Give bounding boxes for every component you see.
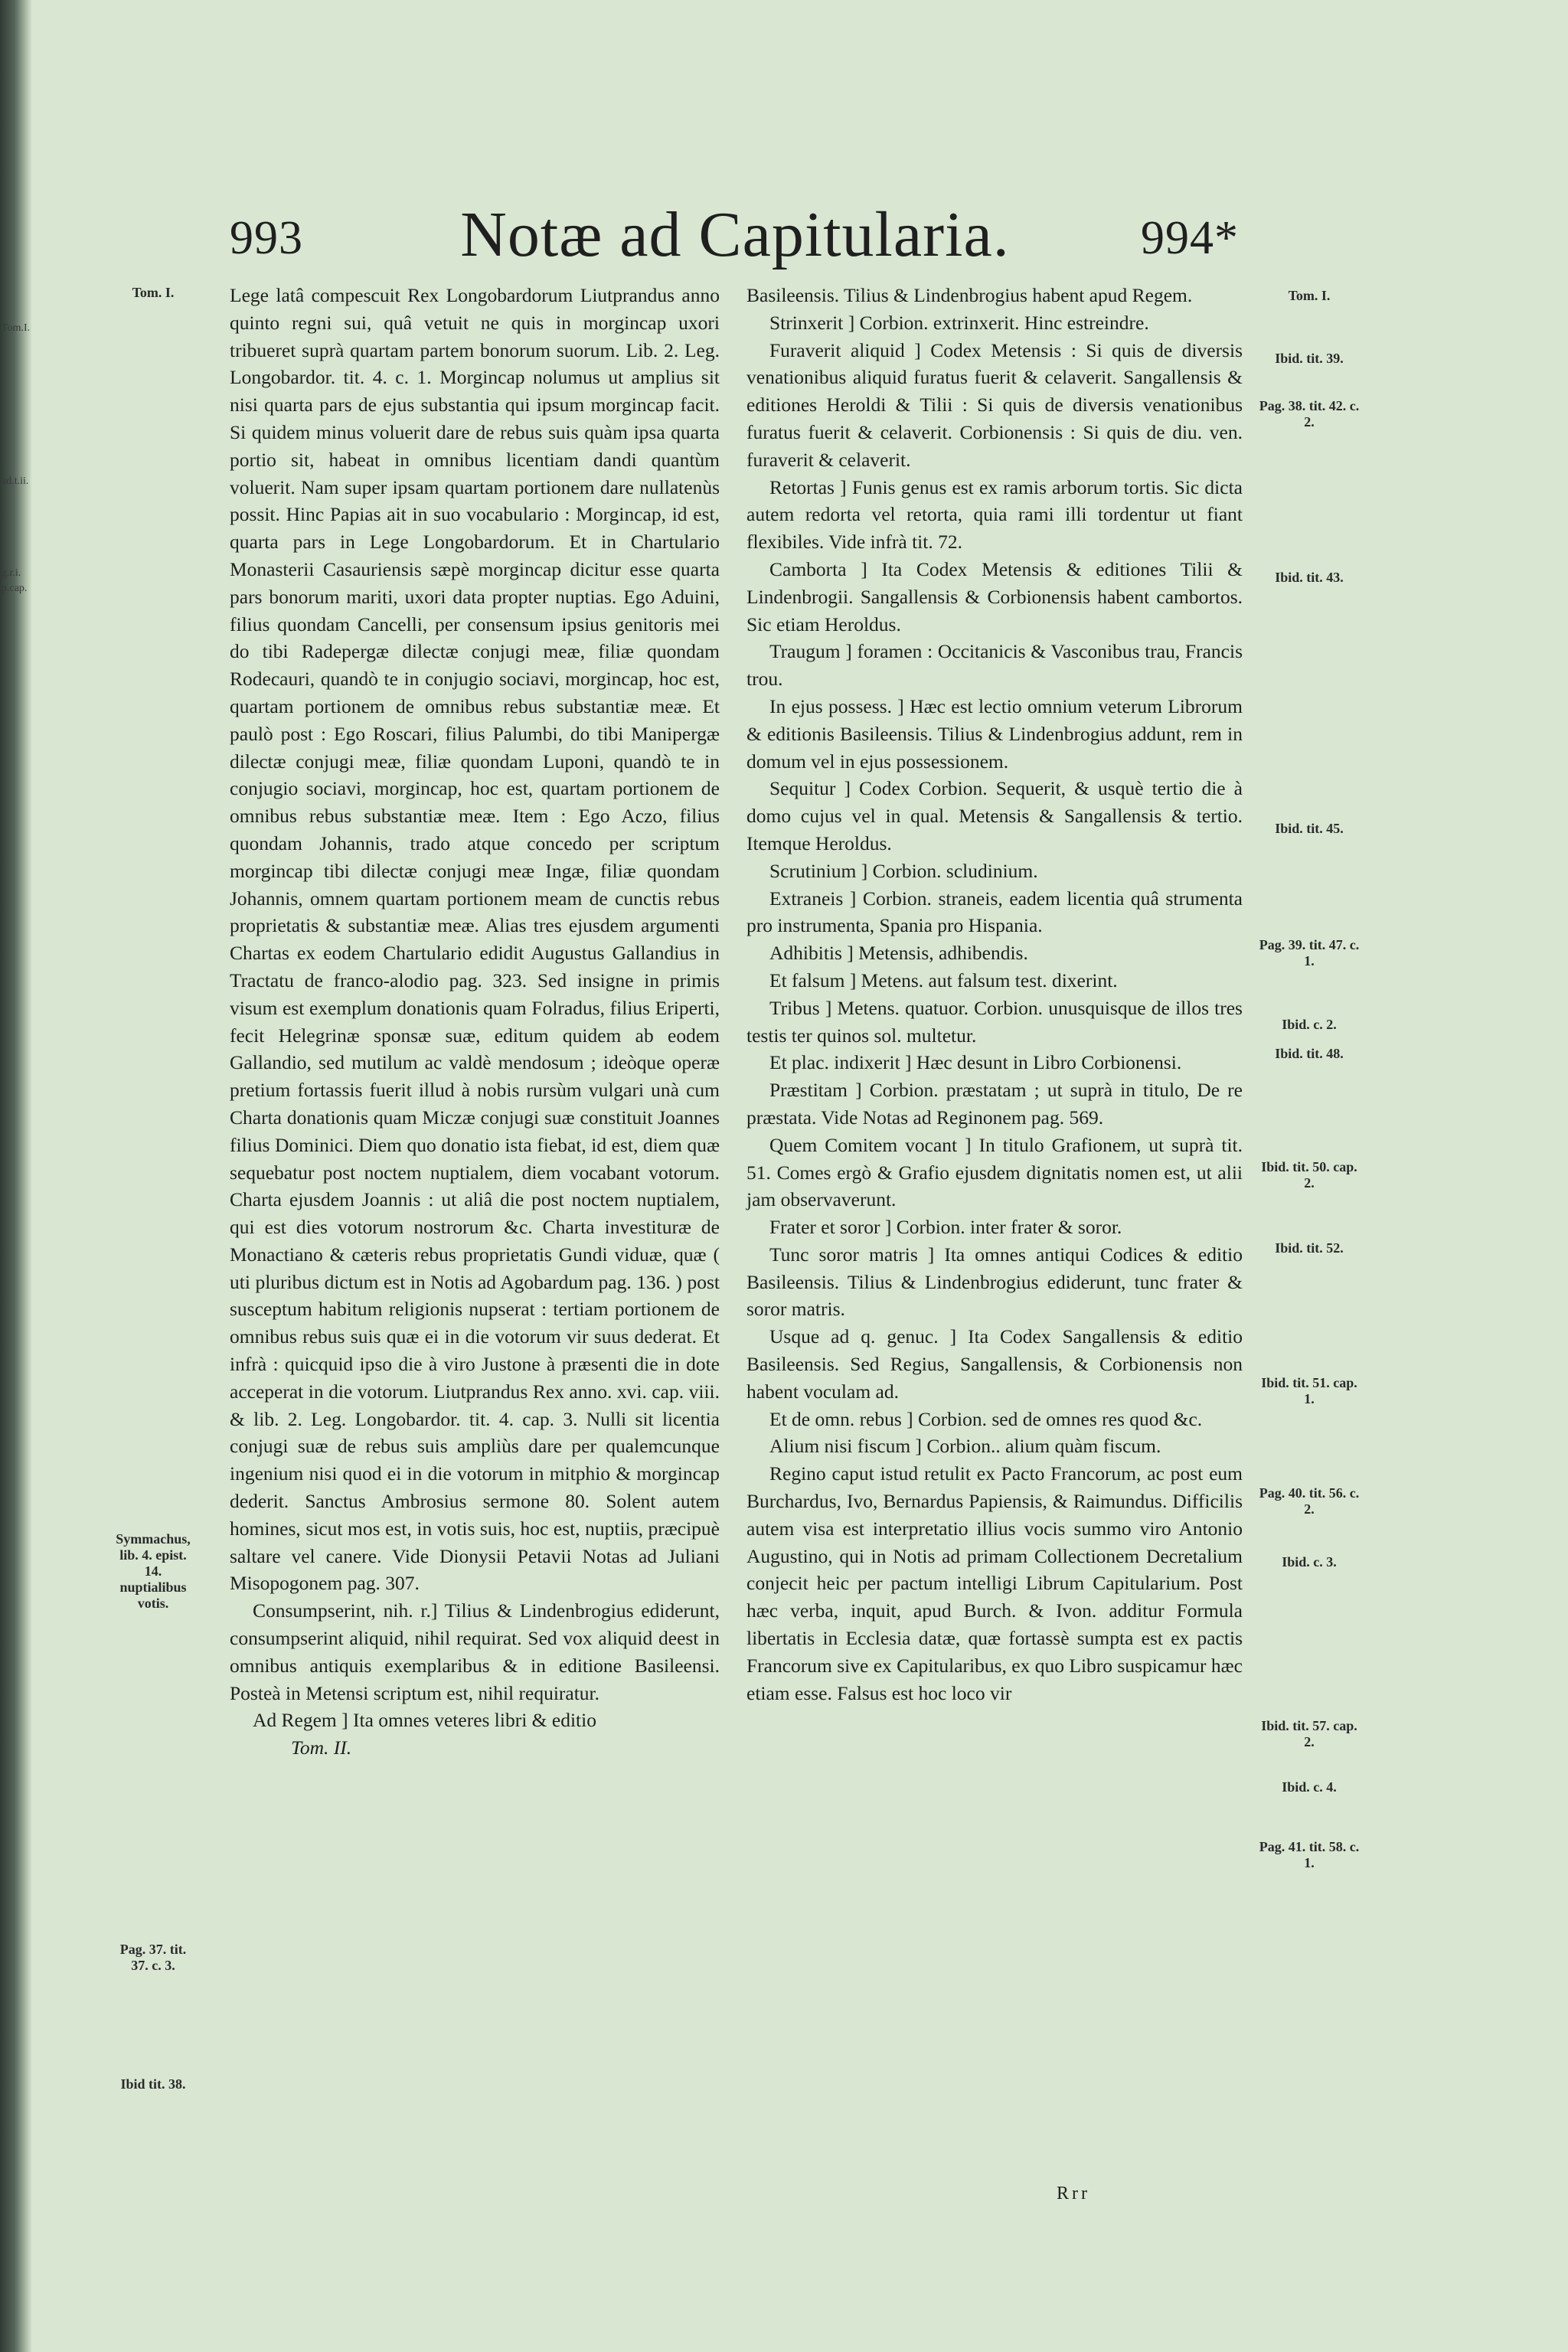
paragraph: Lege latâ compescuit Rex Longobardorum Liutprandus anno quinto regni sui, quâ vetuit ne quis in morgincap uxori tribueret suprà quartam partem bonorum suorum. Lib. 2. Leg. Longobardor. tit. 4. c. 1. Morgincap nolumus ut amplius sit nisi quarta pars de ejus substantia qui ipsum morgincap facit. Si quidem minus voluerit dare de rebus suis quàm ipsa quarta portio sit, habeat in omnibus licentiam dandi quantùm voluerit. Nam super ipsam quartam portionem dare nullatenùs possit. Hinc Papias ait in suo vocabulario : Morgincap, id est, quarta pars in Lege Longobardorum. Et in Chartulario Monasterii Casauriensis sæpè morgincap dicitur esse quarta pars bonorum mariti, uxori data propter nuptias. Ego Aduini, filius quondam Cancelli, per consensum ipsius genitoris mei do tibi Radepergæ dilectæ conjugi meæ, filiæ quondam Rodecauri, quandò te in conjugio sociavi, morgincap, hoc est, quartam portionem de omnibus rebus substantiæ meæ. Et paulò post : Ego Roscari, filius Palumbi, do tibi Manipergæ dilectæ conjugi meæ, filiæ quondam Luponi, quandò te in conjugio sociavi, morgincap, hoc est, quartam portionem de omnibus rebus substantiæ meæ. Item : Ego Aczo, filius quondam Johannis, trado atque concedo per scriptum morgincap tibi dilectæ conjugi meæ Ingæ, filiæ quondam Johannis, omnem quartam portionem meam de cunctis rebus proprietatis & substantiæ meæ. Alias tres ejusdem argumenti Chartas ex eodem Chartulario edidit Augustus Gallandius in Tractatu de franco-alodio pag. 323. Sed insigne in primis visum est exemplum donationis quam Folradus, filius Eriperti, fecit Helegrinæ sponsæ suæ, editum quidem ab eodem Gallandio, sed mutilum ac valdè mendosum ; ideòque operæ pretium fortassis fuerit illud à nobis rursùm vulgari unà cum Charta donationis quam Miczæ conjugi suæ constituit Joannes filius Dominici. Diem quo donatio ista fiebat, id est, diem quæ sequebatur post noctem nuptialem, diem vocabant votorum. Charta ejusdem Joannis : ut aliâ die post noctem nuptialem, qui est dies votorum nostrorum &c. Charta investituræ de Monactiano & cæteris rebus proprietatis Gundi viduæ, quæ ( uti pluribus dictum est in Notis ad Agobardum pag. 136. ) post susceptum habitum religionis nupserat : tertiam portionem de omnibus rebus suis quæ ei in die votorum vir suus dederat. Et infrà : quicquid ipso die à viro Justone à præsenti die in dote acceperat in die votorum. Liutprandus Rex anno. xvi. cap. viii. & lib. 2. Leg. Longobardor. tit. 4. cap. 3. Nulli sit licentia conjugi suæ de rebus suis ampliùs dare per qualemcunque ingenium nisi quod ei in die votorum in mitphio & morgincap dederit. Sanctus Ambrosius sermone 80. Solent autem homines, sicut mos est, in votis suis, hoc est, nuptiis, præcipuè saltare vel canere. Vide Dionysii Petavii Notas ad Juliani Misopogonem pag. 307.: [230, 284, 720, 1595]
margin-note: Ibid. c. 3.: [1282, 1554, 1337, 1570]
paragraph: In ejus possess. ] Hæc est lectio omnium veterum Librorum & editionis Basileensis. Tilius & Lindenbrogius addunt, rem in domum vel in ejus possessionem.: [746, 694, 1243, 773]
left-page-number: 993: [230, 212, 303, 264]
margin-note: Ibid. tit. 51. cap. 1.: [1261, 1375, 1357, 1406]
margin-note: Symmachus, lib. 4. epist. 14. nuptialibus votis.: [116, 1531, 191, 1611]
gutter-note: Tom.I.: [2, 322, 31, 334]
margin-note: Ibid. tit. 52.: [1275, 1240, 1344, 1256]
left-column: [230, 282, 720, 1762]
paragraph: Alium nisi fiscum ] Corbion.. alium quàm fiscum.: [769, 1435, 1161, 1458]
right-page-number: 994*: [1141, 212, 1239, 264]
paragraph: Usque ad q. genuc. ] Ita Codex Sangallensis & editio Basileensis. Sed Regius, Sangallensis, & Corbionensis non habent voculam ad.: [746, 1325, 1243, 1403]
paragraph: Strinxerit ] Corbion. extrinxerit. Hinc estreindre.: [769, 311, 1149, 334]
margin-note: Ibid. c. 4.: [1282, 1779, 1337, 1795]
paragraph: Tunc soror matris ] Ita omnes antiqui Codices & editio Basileensis. Tilius & Lindenbrogius ediderunt, tunc frater & soror matris.: [746, 1243, 1243, 1321]
paragraph: Quem Comitem vocant ] In titulo Grafionem, ut suprà tit. 51. Comes ergò & Grafio ejusdem dignitatis nomen est, ut alii jam observaverunt.: [746, 1133, 1243, 1211]
paragraph: Consumpserint, nih. r.] Tilius & Lindenbrogius ediderunt, consumpserint aliquid, nihil requirat. Sed vox aliquid deest in omnibus antiquis exemplaribus & in editione Basileensi. Posteà in Metensi scriptum est, nihil requiratur.: [230, 1599, 720, 1704]
margin-note: Pag. 41. tit. 58. c. 1.: [1259, 1839, 1360, 1870]
margin-note: Ibid. tit. 57. cap. 2.: [1261, 1718, 1357, 1749]
volume-catchword: Tom. II.: [291, 1736, 352, 1759]
paragraph: Camborta ] Ita Codex Metensis & editiones Tilii & Lindenbrogii. Sangallensis & Corbionensis habent cambortos. Sic etiam Heroldus.: [746, 557, 1243, 635]
margin-note: Ibid tit. 38.: [120, 2076, 186, 2092]
paragraph: Scrutinium ] Corbion. scludinium.: [769, 859, 1038, 882]
paragraph: Basileensis. Tilius & Lindenbrogius habent apud Regem.: [746, 284, 1193, 306]
margin-note: Ibid. c. 2.: [1282, 1017, 1337, 1032]
gutter-note: g.r.i.: [2, 567, 21, 579]
paragraph: Sequitur ] Codex Corbion. Sequerit, & usquè tertio die à domo cujus vel in qual. Metensis & Sangallensis & tertio. Itemque Heroldus.: [746, 777, 1243, 854]
margin-note: Ibid. tit. 39.: [1275, 351, 1344, 366]
running-title: Notæ ad Capitularia.: [460, 199, 1010, 270]
signature-mark: Rrr: [1057, 2184, 1090, 2203]
margin-note: Ibid. tit. 50. cap. 2.: [1261, 1159, 1357, 1191]
paragraph: Ad Regem ] Ita omnes veteres libri & editio: [253, 1709, 596, 1732]
margin-note: Pag. 40. tit. 56. c. 2.: [1259, 1485, 1360, 1517]
margin-note: Tom. I.: [1288, 288, 1331, 303]
paragraph: Regino caput istud retulit ex Pacto Francorum, ac post eum Burchardus, Ivo, Bernardus Papiensis, & Raimundus. Difficilis autem visa est interpretatio illius vocis summo viro Antonio Augustino, qui in Notis ad primam Collectionem Decretalium conjecit heic per pactum intelligi Librum Capitularium. Post hæc verba, inquit, apud Burch. & Ivon. additur Formula libertatis in Ecclesia datæ, quæ fortassè sumpta est ex pactis Francorum sive ex Capitularibus, ex quo Libro suspicamur hæc etiam esse. Falsus est hoc loco vir: [746, 1462, 1243, 1704]
paragraph: Et falsum ] Metens. aut falsum test. dixerint.: [769, 969, 1118, 991]
margin-note: Ibid. tit. 48.: [1275, 1046, 1344, 1061]
paragraph: Frater et soror ] Corbion. inter frater & soror.: [769, 1216, 1122, 1239]
paragraph: Extraneis ] Corbion. straneis, eadem licentia quâ strumenta pro instrumenta, Spania pro Hispania.: [746, 887, 1243, 937]
paragraph: Tribus ] Metens. quatuor. Corbion. unusquisque de illos tres testis ter quinos sol. multetur.: [746, 996, 1243, 1047]
margin-note: Pag. 39. tit. 47. c. 1.: [1259, 937, 1360, 969]
gutter-note: p.cap.: [2, 583, 28, 594]
margin-note: Pag. 37. tit. 37. c. 3.: [119, 1942, 187, 1973]
paragraph: Et plac. indixerit ] Hæc desunt in Libro Corbionensi.: [769, 1051, 1182, 1074]
margin-note: Tom. I.: [132, 285, 175, 300]
margin-note: Ibid. tit. 43.: [1275, 570, 1344, 585]
paragraph: Adhibitis ] Metensis, adhibendis.: [769, 942, 1028, 965]
paragraph: Furaverit aliquid ] Codex Metensis : Si quis de diversis venationibus aliquid furatus fuerit & celaverit. Sangallensis & editiones Heroldi & Tilii : Si quis de diversis venationibus furatus fuerit & celaverit. Corbionensis : Si quis de diu. ven. furaverit & celaverit.: [746, 338, 1243, 471]
paragraph: Et de omn. rebus ] Corbion. sed de omnes res quod &c.: [769, 1407, 1203, 1430]
paragraph: Retortas ] Funis genus est ex ramis arborum tortis. Sic dicta autem redorta vel retorta, quia rami illi tordentur ut fiant flexibiles. Vide infrà tit. 72.: [746, 475, 1243, 554]
margin-note: Pag. 38. tit. 42. c. 2.: [1259, 398, 1360, 430]
paragraph: Traugum ] foramen : Occitanicis & Vasconibus trau, Francis trou.: [746, 640, 1243, 691]
right-column: [746, 282, 1243, 1707]
margin-note: Ibid. tit. 45.: [1275, 821, 1344, 836]
gutter-note: ad.t.ii.: [2, 475, 29, 487]
paragraph: Præstitam ] Corbion. præstatam ; ut suprà in titulo, De re præstata. Vide Notas ad Reginonem pag. 569.: [746, 1079, 1243, 1129]
binding-gutter: [0, 0, 32, 2352]
